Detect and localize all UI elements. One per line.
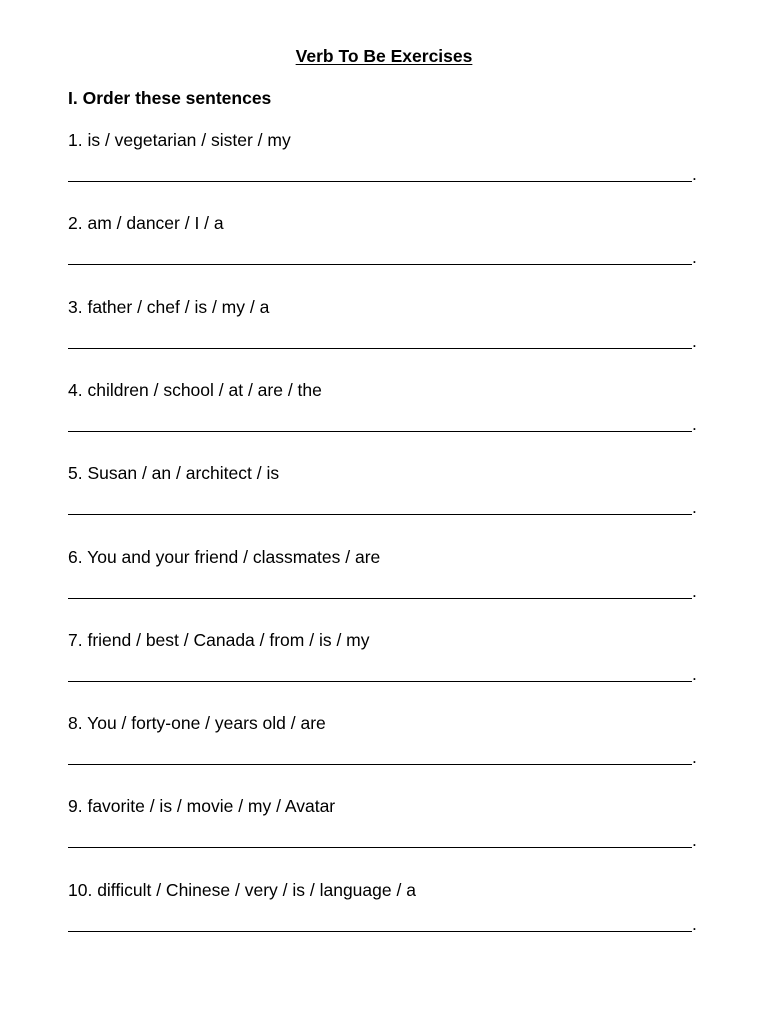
exercise-prompt: 1. is / vegetarian / sister / my bbox=[68, 130, 291, 150]
answer-period: . bbox=[692, 914, 697, 934]
exercise-prompt: 2. am / dancer / I / a bbox=[68, 213, 224, 233]
answer-line bbox=[68, 514, 692, 515]
worksheet-title: Verb To Be Exercises bbox=[295, 46, 473, 66]
exercise-item bbox=[68, 129, 708, 213]
answer-period: . bbox=[692, 747, 697, 767]
answer-period: . bbox=[692, 830, 697, 850]
exercise-prompt: 7. friend / best / Canada / from / is / my bbox=[68, 630, 370, 650]
answer-line bbox=[68, 348, 692, 349]
exercise-item bbox=[68, 879, 708, 963]
answer-line bbox=[68, 764, 692, 765]
exercise-item bbox=[68, 546, 708, 630]
answer-line bbox=[68, 681, 692, 682]
exercise-item bbox=[68, 296, 708, 380]
answer-period: . bbox=[692, 331, 697, 351]
answer-period: . bbox=[692, 414, 697, 434]
answer-line bbox=[68, 931, 692, 932]
section-heading: I. Order these sentences bbox=[68, 88, 272, 108]
exercise-prompt: 3. father / chef / is / my / a bbox=[68, 297, 270, 317]
answer-line bbox=[68, 847, 692, 848]
answer-period: . bbox=[692, 497, 697, 517]
exercise-prompt: 4. children / school / at / are / the bbox=[68, 380, 322, 400]
answer-line bbox=[68, 264, 692, 265]
answer-line bbox=[68, 598, 692, 599]
answer-line bbox=[68, 181, 692, 182]
answer-period: . bbox=[692, 581, 697, 601]
answer-period: . bbox=[692, 164, 697, 184]
answer-period: . bbox=[692, 664, 697, 684]
exercise-prompt: 10. difficult / Chinese / very / is / language / a bbox=[68, 880, 416, 900]
exercise-prompt: 8. You / forty-one / years old / are bbox=[68, 713, 326, 733]
exercise-item bbox=[68, 379, 708, 463]
exercise-prompt: 5. Susan / an / architect / is bbox=[68, 463, 280, 483]
exercise-item bbox=[68, 462, 708, 546]
exercise-item bbox=[68, 629, 708, 713]
exercise-item bbox=[68, 212, 708, 296]
exercise-item bbox=[68, 795, 708, 879]
exercise-item bbox=[68, 712, 708, 796]
answer-line bbox=[68, 431, 692, 432]
answer-period: . bbox=[692, 247, 697, 267]
exercise-prompt: 9. favorite / is / movie / my / Avatar bbox=[68, 796, 336, 816]
exercise-prompt: 6. You and your friend / classmates / are bbox=[68, 547, 381, 567]
